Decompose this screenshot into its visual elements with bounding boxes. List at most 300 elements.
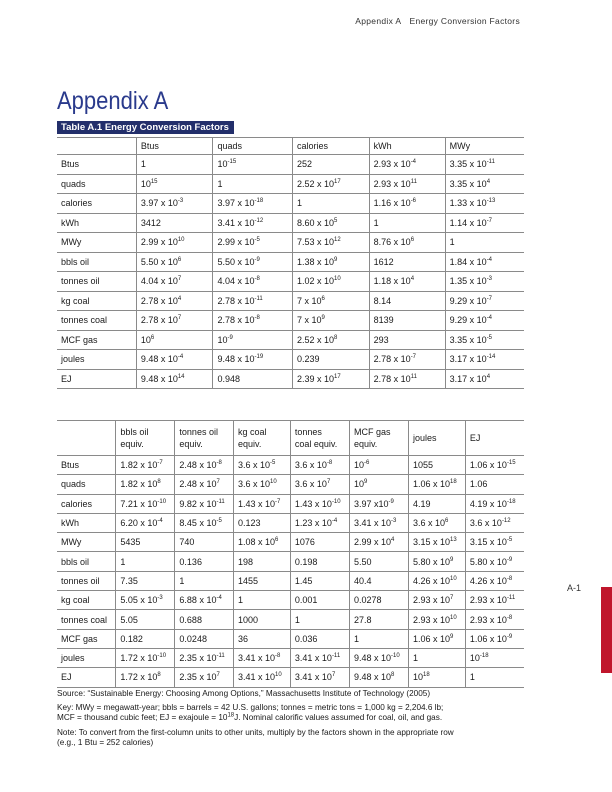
row-label: quads [57,475,116,494]
table-cell [293,350,370,370]
table-cell [136,311,213,331]
cell-exponent: 11 [410,373,417,380]
cell-exponent: 10 [450,575,457,582]
table-cell [409,610,466,629]
cell-exponent: -13 [486,198,496,205]
row-label: tonnes coal [57,610,116,629]
cell-exponent: 4 [486,178,491,185]
column-header-line: equiv. [120,439,144,449]
cell-mantissa: 1.43 x 10 [238,498,276,509]
cell-mantissa: 1 [449,237,455,248]
cell-mantissa: 1 [469,672,475,683]
table-cell [369,311,445,331]
table-cell [349,648,408,667]
column-header-line: EJ [469,433,481,443]
row-label: kg coal [57,291,136,311]
cell-mantissa: 0.036 [294,633,318,644]
cell-exponent: -5 [270,460,276,467]
cell-exponent: -3 [157,595,163,602]
cell-mantissa: 1 [353,633,359,644]
cell-mantissa: 1.06 [469,479,488,490]
table-cell [213,350,293,370]
cell-mantissa: 1.02 x 10 [297,276,335,287]
table-cell [290,648,349,667]
table-cell [445,291,524,311]
cell-mantissa: 1 [120,556,126,567]
cell-mantissa: 1.72 x 10 [120,653,158,664]
table-cell [136,233,213,253]
cell-exponent: 6 [445,518,449,525]
cell-mantissa: 5.50 x 10 [217,256,255,267]
table-cell [369,252,445,272]
cell-mantissa: 198 [238,556,254,567]
cell-mantissa: 0.0278 [353,595,382,606]
cell-mantissa: 8.45 x 10 [179,518,217,529]
row-label: MWy [57,233,136,253]
table-cell [465,533,524,552]
cell-mantissa: 2.78 x 10 [140,315,178,326]
table-cell [293,272,370,292]
cell-mantissa: 3.6 x 10 [294,479,327,490]
row-label: bbls oil [57,252,136,272]
table-cell [136,174,213,194]
table-row [57,233,524,253]
cell-exponent: -9 [388,498,394,505]
table-cell [369,174,445,194]
usage-note-line-2: (e.g., 1 Btu = 252 calories) [57,737,154,747]
cell-exponent: -8 [506,614,513,621]
cell-mantissa: 5.80 x 10 [469,556,507,567]
table-cell [409,552,466,571]
table-row [57,571,524,590]
table-cell [465,648,524,667]
cell-exponent: 18 [423,672,430,679]
cell-mantissa: 5.80 x 10 [413,556,451,567]
table-cell [234,629,291,648]
table-cell [136,194,213,214]
cell-exponent: -4 [410,159,417,166]
table-cell [445,369,524,389]
table-cell [136,369,213,389]
cell-mantissa: 3.97 x 10 [217,198,255,209]
cell-mantissa: 1 [297,198,303,209]
table-cell [213,233,293,253]
table-row [57,610,524,629]
table-cell [136,291,213,311]
cell-mantissa: 7 x 10 [297,295,322,306]
table-cell [175,513,234,532]
cell-mantissa: 9.48 x 10 [353,653,391,664]
cell-mantissa: 1055 [413,460,434,471]
table-row [57,252,524,272]
cell-exponent: -4 [486,315,493,322]
cell-exponent: -18 [479,653,489,660]
cell-mantissa: 0.239 [297,354,320,365]
table-cell [290,591,349,610]
table-cell [369,272,445,292]
cell-exponent: -10 [157,653,167,660]
cell-exponent: 4 [410,276,415,283]
table-cell [349,533,408,552]
column-header-line: coal equiv. [294,439,338,449]
cell-exponent: -12 [501,518,511,525]
table-cell [290,571,349,590]
table-row [57,591,524,610]
cell-exponent: 7 [450,595,454,602]
cell-mantissa: 4.04 x 10 [140,276,178,287]
running-head-title: Energy Conversion Factors [409,16,520,26]
cell-exponent: -11 [331,653,341,660]
cell-mantissa: 1612 [373,256,394,267]
table-cell [409,475,466,494]
table-cell [213,252,293,272]
table-cell [116,475,175,494]
cell-mantissa: 0.0248 [179,633,207,644]
cell-exponent: 13 [450,537,457,544]
table-cell [445,252,524,272]
conversion-table-2 [57,420,524,688]
table-row [57,330,524,350]
cell-exponent: 17 [334,178,341,185]
cell-exponent: 17 [334,373,341,380]
row-label: calories [57,494,116,513]
cell-mantissa: 2.99 x 10 [353,537,391,548]
cell-mantissa: 3.6 x 10 [238,460,271,471]
table-cell [445,174,524,194]
cell-mantissa: 10 [353,460,364,471]
cell-mantissa: 3.6 x 10 [294,460,327,471]
cell-mantissa: 4.19 x 10 [469,498,507,509]
cell-exponent: -11 [216,498,225,505]
cell-mantissa: 3.41 x 10 [238,672,276,683]
table-cell [369,213,445,233]
table-cell [369,350,445,370]
cell-mantissa: 0.948 [217,373,240,384]
key-line-2b: J. Nominal calorific values assumed for coal, oil, and gas. [234,713,443,723]
section-edge-tab [601,587,612,673]
cell-exponent: -11 [506,595,516,602]
cell-mantissa: 9.29 x 10 [449,295,487,306]
cell-mantissa: 3.41 x 10 [353,518,391,529]
cell-mantissa: 1.06 x 10 [413,479,451,490]
table-row [57,533,524,552]
table-cell [213,155,293,175]
cell-mantissa: 6.88 x 10 [179,595,217,606]
row-label: tonnes oil [57,272,136,292]
table-cell [213,174,293,194]
cell-mantissa: 8139 [373,315,394,326]
cell-mantissa: 5.50 [353,556,372,567]
table-cell [445,233,524,253]
cell-mantissa: 2.93 x 10 [469,614,507,625]
column-header [234,421,291,456]
table-cell [234,668,291,687]
cell-exponent: -8 [326,460,333,467]
row-label: joules [57,648,116,667]
table-cell [175,668,234,687]
column-header: quads [213,138,293,155]
table-cell [116,494,175,513]
cell-exponent: -19 [254,354,264,361]
cell-mantissa: 3.6 x 10 [469,518,502,529]
column-header [290,421,349,456]
table-cell [290,610,349,629]
cell-mantissa: 10 [353,479,364,490]
cell-mantissa: 1.72 x 10 [120,672,158,683]
column-header [465,421,524,456]
cell-mantissa: 5.05 [120,614,138,625]
cell-exponent: -10 [157,498,167,505]
table-cell [445,213,524,233]
cell-mantissa: 3.41 x 10 [217,217,255,228]
table-cell [445,311,524,331]
cell-mantissa: 4.04 x 10 [217,276,255,287]
cell-mantissa: 6.20 x 10 [120,518,158,529]
table-cell [234,533,291,552]
table-cell [349,629,408,648]
table-cell [213,369,293,389]
table-cell [234,475,291,494]
column-header: kWh [369,138,445,155]
table-row [57,369,524,389]
table-cell [409,571,466,590]
cell-mantissa: 3.17 x 10 [449,373,487,384]
cell-mantissa: 9.82 x 10 [179,498,217,509]
table-cell [349,456,408,475]
row-label: Btus [57,456,116,475]
row-label: tonnes coal [57,311,136,331]
cell-exponent: 10 [270,479,277,486]
cell-exponent: -10 [390,653,400,660]
table-cell [445,330,524,350]
key-line-1: Key: MWy = megawatt-year; bbls = barrels = 42 U.S. gallons; tonnes = metric tons = 1,000 kg = 2,204.6 lb; [57,703,444,713]
table-row [57,291,524,311]
table-cell [116,668,175,687]
cell-mantissa: 1076 [294,537,315,548]
key-line-2a: MCF = thousand cubic feet; EJ = exajoule = 10 [57,713,228,723]
cell-mantissa: 3.17 x 10 [449,354,487,365]
cell-mantissa: 4.19 [413,498,431,509]
table-cell [290,494,349,513]
cell-exponent: 4 [177,295,182,302]
cell-exponent: 9 [321,315,325,322]
table-cell [465,668,524,687]
cell-mantissa: 3.35 x 10 [449,334,487,345]
usage-note [57,728,527,748]
table-cell [290,513,349,532]
table-cell [234,552,291,571]
table-row [57,668,524,687]
cell-mantissa: 1.43 x 10 [294,498,332,509]
cell-mantissa: 9.48 x 10 [140,373,178,384]
table-cell [409,494,466,513]
cell-exponent: -7 [275,498,281,505]
cell-mantissa: 2.35 x 10 [179,653,217,664]
table-cell [175,552,234,571]
table-cell [175,629,234,648]
cell-exponent: -3 [177,198,184,205]
cell-exponent: 18 [450,479,457,486]
table-cell [445,350,524,370]
cell-mantissa: 8.14 [373,295,392,306]
cell-exponent: 9 [363,479,368,486]
table-cell [409,629,466,648]
table-cell [116,610,175,629]
table-cell [349,668,408,687]
table-cell [349,494,408,513]
table-row [57,456,524,475]
cell-exponent: -9 [254,256,260,263]
cell-mantissa: 3.6 x 10 [413,518,446,529]
cell-exponent: -8 [254,315,260,322]
table-cell [234,456,291,475]
table-cell [409,456,466,475]
table-cell [465,494,524,513]
table-cell [116,571,175,590]
cell-exponent: 5 [334,217,338,224]
cell-mantissa: 0.136 [179,556,202,567]
row-label: MWy [57,533,116,552]
table-cell [136,155,213,175]
cell-mantissa: 2.99 x 10 [140,237,178,248]
table-cell [293,291,370,311]
cell-mantissa: 2.39 x 10 [297,373,335,384]
table-cell [116,591,175,610]
table-cell [175,648,234,667]
cell-exponent: 10 [177,237,185,244]
cell-mantissa: 2.78 x 10 [140,295,178,306]
cell-mantissa: 9.29 x 10 [449,315,487,326]
cell-mantissa: 1.38 x 10 [297,256,335,267]
cell-mantissa: 1 [413,653,419,664]
table-cell [369,233,445,253]
table-row [57,311,524,331]
cell-exponent: 9 [450,633,454,640]
table-row [57,475,524,494]
cell-mantissa: 9.48 x 10 [353,672,391,683]
table-row [57,194,524,214]
cell-mantissa: 740 [179,537,195,548]
cell-exponent: 8 [157,479,161,486]
cell-mantissa: 1.33 x 10 [449,198,487,209]
cell-mantissa: 1000 [238,614,259,625]
cell-mantissa: 5.50 x 10 [140,256,178,267]
table-cell [409,648,466,667]
cell-mantissa: 3.97 x10 [353,498,389,509]
table-cell [409,668,466,687]
cell-mantissa: 2.78 x 10 [217,295,255,306]
cell-mantissa: 2.93 x 10 [413,614,451,625]
cell-exponent: -5 [216,518,222,525]
cell-mantissa: 2.48 x 10 [179,479,217,490]
table-row [57,350,524,370]
table-cell [175,494,234,513]
cell-mantissa: 8.60 x 10 [297,217,335,228]
column-header: MWy [445,138,524,155]
cell-mantissa: 3412 [140,217,161,228]
cell-mantissa: 252 [297,159,313,170]
cell-exponent: 8 [157,672,161,679]
table-cell [369,155,445,175]
cell-mantissa: 1 [140,159,146,170]
table-cell [213,272,293,292]
column-header-line: equiv. [238,439,262,449]
cell-mantissa: 0.123 [238,518,261,529]
row-label: Btus [57,155,136,175]
table-cell [234,648,291,667]
cell-mantissa: 3.6 x 10 [238,479,271,490]
row-label: kWh [57,513,116,532]
cell-exponent: -9 [506,633,513,640]
cell-mantissa: 1.82 x 10 [120,479,158,490]
table-row [57,272,524,292]
cell-exponent: -4 [216,595,222,602]
column-header-line: joules [413,433,437,443]
table-cell [465,552,524,571]
cell-mantissa: 1 [179,575,185,586]
conversion-table-1 [57,137,524,389]
table-cell [349,475,408,494]
cell-mantissa: 2.48 x 10 [179,460,217,471]
table-row [57,513,524,532]
cell-exponent: -18 [254,198,264,205]
cell-exponent: -11 [216,653,225,660]
cell-exponent: 12 [334,237,341,244]
table-cell [213,291,293,311]
column-header-line: equiv. [353,439,378,449]
table-cell [175,591,234,610]
table-cell [116,533,175,552]
cell-exponent: 6 [410,237,415,244]
cell-mantissa: 1.35 x 10 [449,276,487,287]
table-row [57,552,524,571]
table-cell [349,591,408,610]
table-corner [57,421,116,456]
cell-mantissa: 3.15 x 10 [469,537,507,548]
cell-exponent: 8 [334,334,338,341]
cell-exponent: -11 [486,159,495,166]
cell-exponent: 7 [177,276,182,283]
table-cell [116,513,175,532]
cell-exponent: 11 [410,178,417,185]
table-cell [293,311,370,331]
cell-mantissa: 2.93 x 10 [469,595,507,606]
cell-mantissa: 2.52 x 10 [297,334,335,345]
cell-mantissa: 3.41 x 10 [238,653,276,664]
table-cell [116,552,175,571]
cell-exponent: 7 [326,479,331,486]
cell-exponent: 9 [334,256,338,263]
cell-mantissa: 2.78 x 10 [217,315,255,326]
table-cell [369,330,445,350]
cell-mantissa: 10 [140,178,151,189]
cell-mantissa: 9.48 x 10 [140,354,178,365]
cell-mantissa: 4.26 x 10 [413,575,451,586]
table-cell [136,213,213,233]
cell-mantissa: 7.53 x 10 [297,237,335,248]
cell-mantissa: 1455 [238,575,259,586]
cell-exponent: -5 [486,334,493,341]
table-cell [445,272,524,292]
cell-mantissa: 4.26 x 10 [469,575,507,586]
cell-mantissa: 9.48 x 10 [217,354,255,365]
table-cell [213,330,293,350]
cell-mantissa: 3.97 x 10 [140,198,178,209]
cell-exponent: -4 [157,518,163,525]
table-cell [290,668,349,687]
cell-mantissa: 2.35 x 10 [179,672,217,683]
table-cell [290,475,349,494]
